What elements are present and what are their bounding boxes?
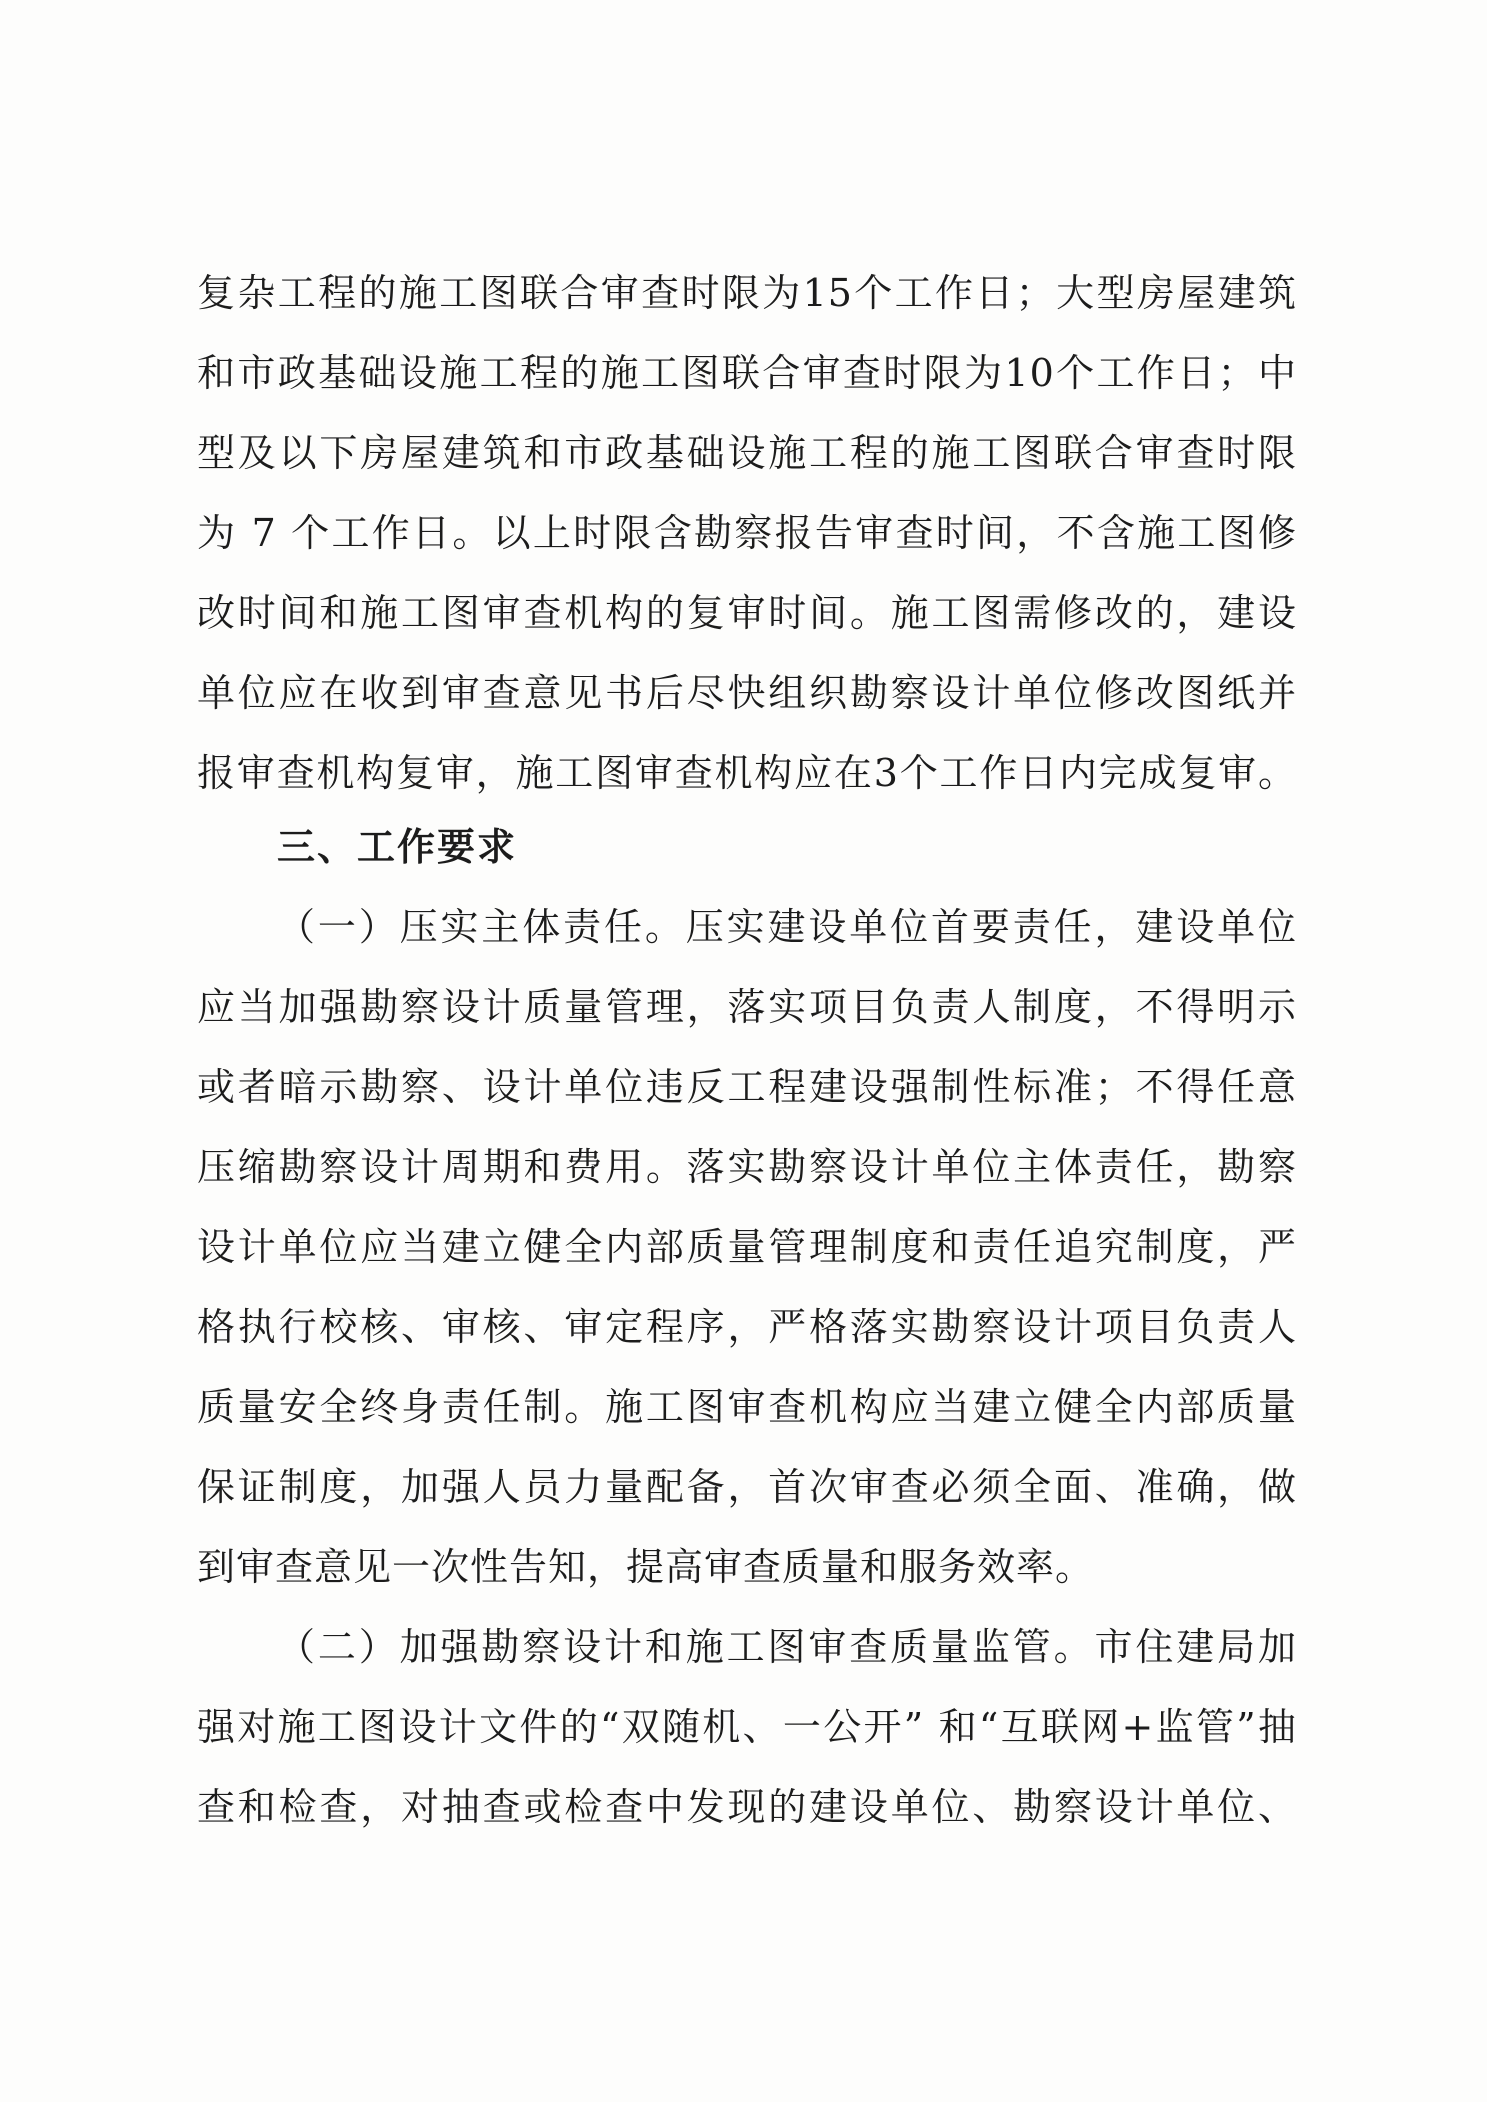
body-text-line: 复杂工程的施工图联合审查时限为15个工作日；大型房屋建筑	[197, 271, 1297, 315]
paragraph-first-line: （二）加强勘察设计和施工图审查质量监管。市住建局加	[277, 1625, 1297, 1669]
body-text-line: 保证制度，加强人员力量配备，首次审查必须全面、准确，做	[197, 1465, 1297, 1509]
body-text-line: 单位应在收到审查意见书后尽快组织勘察设计单位修改图纸并	[197, 671, 1297, 715]
body-text-line: 应当加强勘察设计质量管理，落实项目负责人制度，不得明示	[197, 985, 1297, 1029]
body-text-line: 压缩勘察设计周期和费用。落实勘察设计单位主体责任，勘察	[197, 1145, 1297, 1189]
body-text-line: 设计单位应当建立健全内部质量管理制度和责任追究制度，严	[197, 1225, 1297, 1269]
body-text-line: 查和检查，对抽查或检查中发现的建设单位、勘察设计单位、	[197, 1785, 1297, 1829]
body-text-line: 改时间和施工图审查机构的复审时间。施工图需修改的，建设	[197, 591, 1297, 635]
body-text-line: 或者暗示勘察、设计单位违反工程建设强制性标准；不得任意	[197, 1065, 1297, 1109]
paragraph-first-line: （一）压实主体责任。压实建设单位首要责任，建设单位	[277, 905, 1297, 949]
section-heading: 三、工作要求	[277, 825, 518, 869]
body-text-line: 型及以下房屋建筑和市政基础设施工程的施工图联合审查时限	[197, 431, 1297, 475]
body-text-line: 强对施工图设计文件的“双随机、一公开” 和“互联网+监管”抽	[197, 1705, 1297, 1749]
paragraph-last-line: 到审查意见一次性告知，提高审查质量和服务效率。	[197, 1545, 1095, 1589]
body-text-line: 格执行校核、审核、审定程序，严格落实勘察设计项目负责人	[197, 1305, 1297, 1349]
body-text-line: 报审查机构复审，施工图审查机构应在3个工作日内完成复审。	[197, 751, 1297, 795]
body-text-line: 质量安全终身责任制。施工图审查机构应当建立健全内部质量	[197, 1385, 1297, 1429]
body-text-line: 为 7 个工作日。以上时限含勘察报告审查时间，不含施工图修	[197, 511, 1297, 555]
body-text-line: 和市政基础设施工程的施工图联合审查时限为10个工作日；中	[197, 351, 1297, 395]
